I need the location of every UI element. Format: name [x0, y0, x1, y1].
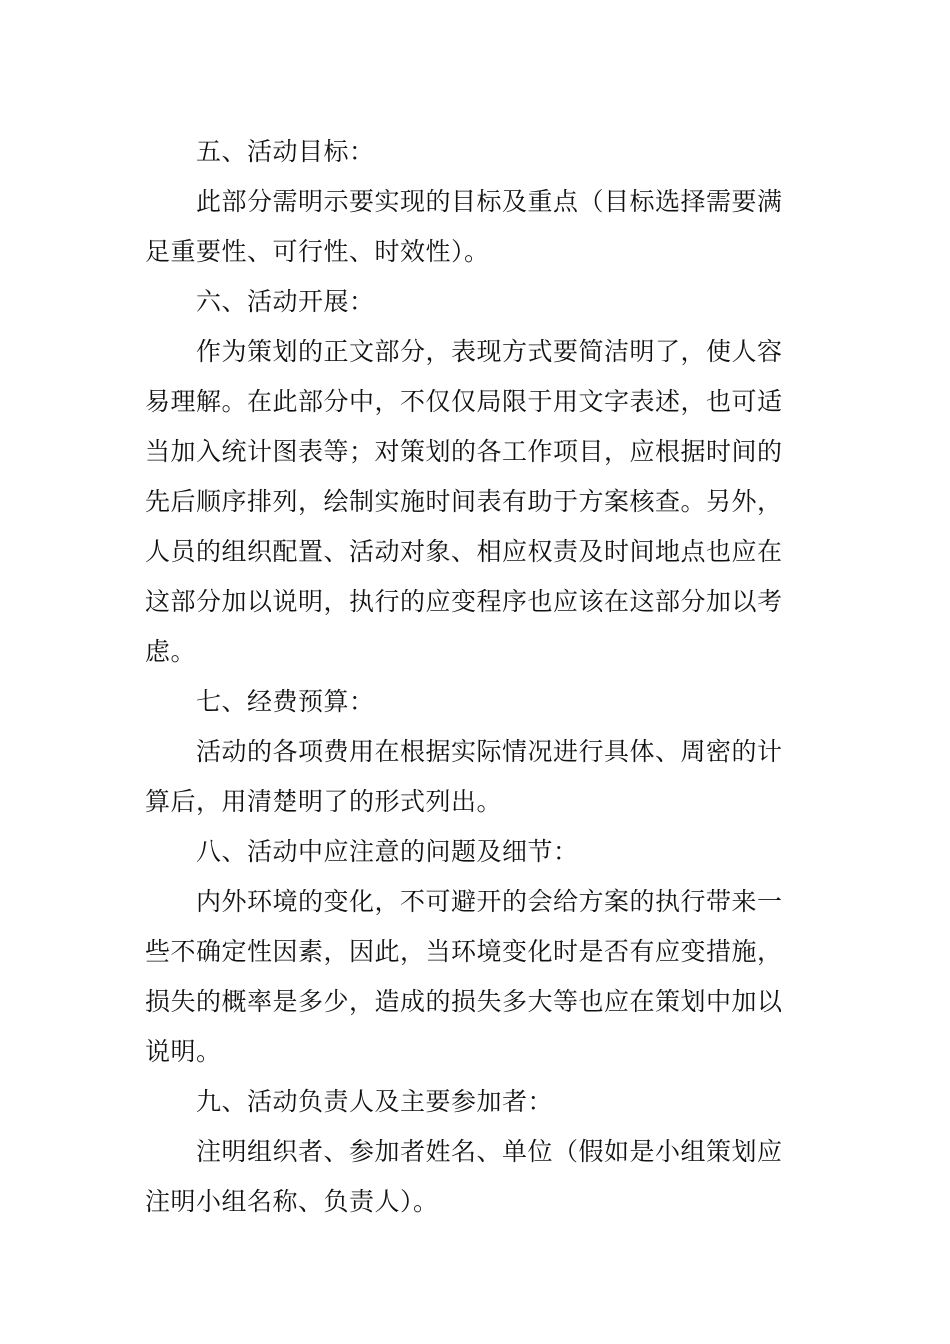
paragraph-line: 当加入统计图表等；对策划的各工作项目，应根据时间的: [145, 437, 783, 466]
paragraph-line: 注明组织者、参加者姓名、单位（假如是小组策划应: [196, 1137, 783, 1166]
paragraph-line: 活动的各项费用在根据实际情况进行具体、周密的计: [196, 737, 783, 766]
paragraph-line: 易理解。在此部分中，不仅仅局限于用文字表述，也可适: [145, 387, 783, 416]
paragraph-line: 注明小组名称、负责人）。: [145, 1187, 439, 1216]
paragraph-line: 算后，用清楚明了的形式列出。: [145, 787, 503, 816]
paragraph-line: 损失的概率是多少，造成的损失多大等也应在策划中加以: [145, 987, 783, 1016]
paragraph-line: 足重要性、可行性、时效性）。: [145, 237, 490, 266]
paragraph-line: 先后顺序排列，绘制实施时间表有助于方案核查。另外，: [145, 487, 783, 516]
section-heading-notes: 八、活动中应注意的问题及细节：: [196, 837, 579, 866]
section-heading-goals: 五、活动目标：: [196, 137, 375, 166]
section-heading-budget: 七、经费预算：: [196, 687, 375, 716]
paragraph-line: 虑。: [145, 637, 197, 666]
paragraph-line: 这部分加以说明，执行的应变程序也应该在这部分加以考: [145, 587, 783, 616]
paragraph-line: 此部分需明示要实现的目标及重点（目标选择需要满: [196, 187, 783, 216]
paragraph-line: 内外环境的变化，不可避开的会给方案的执行带来一: [196, 887, 783, 916]
section-heading-execution: 六、活动开展：: [196, 287, 375, 316]
paragraph-line: 人员的组织配置、活动对象、相应权责及时间地点也应在: [145, 537, 783, 566]
paragraph-line: 说明。: [145, 1037, 222, 1066]
paragraph-line: 作为策划的正文部分，表现方式要简洁明了，使人容: [196, 337, 783, 366]
paragraph-line: 些不确定性因素，因此，当环境变化时是否有应变措施，: [145, 937, 783, 966]
section-heading-people: 九、活动负责人及主要参加者：: [196, 1087, 554, 1116]
document-page: [145, 127, 805, 1227]
